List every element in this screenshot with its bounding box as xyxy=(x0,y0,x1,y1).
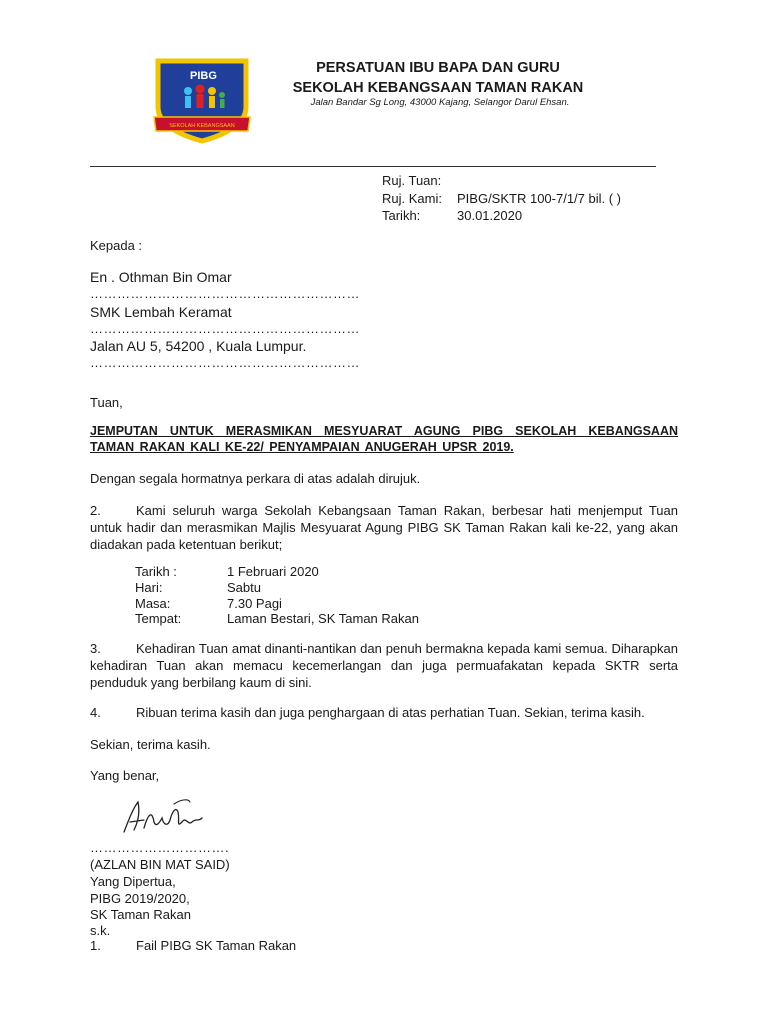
ref-tuan-label: Ruj. Tuan: xyxy=(382,173,442,188)
school-address: Jalan Bandar Sg Long, 43000 Kajang, Selangor Darul Ehsan. xyxy=(310,97,570,108)
closing-thanks: Sekian, terima kasih. xyxy=(90,737,211,752)
paragraph-3 xyxy=(90,640,678,691)
org-title: PERSATUAN IBU BAPA DAN GURU xyxy=(316,60,560,76)
cc-label: s.k. xyxy=(90,923,111,938)
detail-day-value: Sabtu xyxy=(227,580,261,595)
pibg-logo xyxy=(152,55,252,145)
handwritten-signature xyxy=(118,792,214,840)
paragraph-text: Ribuan terima kasih dan juga penghargaan di atas perhatian Tuan. Sekian, terima kasih. xyxy=(136,705,645,720)
ref-kami-value: PIBG/SKTR 100-7/1/7 bil. ( ) xyxy=(457,191,622,206)
signatory-org: PIBG 2019/2020, xyxy=(90,891,190,906)
ref-date-value: 30.01.2020 xyxy=(457,208,523,223)
detail-time-value: 7.30 Pagi xyxy=(227,596,282,611)
ref-date-row xyxy=(382,207,522,225)
letter-subject: JEMPUTAN UNTUK MERASMIKAN MESYUARAT AGUNG PIBG SEKOLAH KEBANGSAAN TAMAN RAKAN KALI KE-22/ PENYAMPAIAN ANUGERAH UPSR 2019. xyxy=(90,424,678,454)
ref-date-label: Tarikh: xyxy=(382,208,421,223)
opening-line: Dengan segala hormatnya perkara di atas adalah dirujuk. xyxy=(90,471,421,486)
recipient-address: Jalan AU 5, 54200 , Kuala Lumpur. xyxy=(90,338,307,354)
closing-yours: Yang benar, xyxy=(90,768,160,783)
ref-kami-row xyxy=(382,190,621,208)
paragraph-number: 2. xyxy=(90,503,101,518)
salutation: Tuan, xyxy=(90,395,123,410)
ref-kami-label: Ruj. Kami: xyxy=(382,191,442,206)
logo-ribbon-text: SEKOLAH KEBANGSAAN xyxy=(169,123,235,129)
detail-venue-label: Tempat: xyxy=(135,611,182,626)
detail-date-row xyxy=(135,564,319,581)
dotted-line: …………………………………………………… xyxy=(90,286,360,301)
paragraph-text: Kehadiran Tuan amat dinanti-nantikan dan penuh bermakna kepada kami semua. Diharapkan kehadiran Tuan akan memacu kecemerlangan dan juga permuafakatan kepada SKTR serta penduduk yang berbilang kaum di sini. xyxy=(90,641,678,690)
paragraph-number: 3. xyxy=(90,641,101,656)
signatory-name: (AZLAN BIN MAT SAID) xyxy=(90,857,230,872)
paragraph-2 xyxy=(90,502,678,553)
dotted-line: …………………………………………………… xyxy=(90,321,360,336)
detail-day-row xyxy=(135,580,261,597)
dotted-line: …………………………………………………… xyxy=(90,355,360,370)
header-divider xyxy=(90,166,656,167)
cc-item-number: 1. xyxy=(90,938,101,953)
paragraph-4 xyxy=(90,704,678,721)
kepada-label: Kepada : xyxy=(90,238,143,253)
detail-time-label: Masa: xyxy=(135,596,171,611)
detail-venue-row xyxy=(135,611,419,628)
cc-item xyxy=(90,937,296,954)
paragraph-text: Kami seluruh warga Sekolah Kebangsaan Taman Rakan, berbesar hati menjemput Tuan untuk hadir dan merasmikan Majlis Mesyuarat Agung PIBG SK Taman Rakan kali ke-22, yang akan diadakan pada ketentuan berikut; xyxy=(90,503,678,552)
signature-dotted-line: …………………………. xyxy=(90,840,230,855)
signatory-school: SK Taman Rakan xyxy=(90,907,191,922)
recipient-school: SMK Lembah Keramat xyxy=(90,304,232,320)
signatory-title: Yang Dipertua, xyxy=(90,874,176,889)
detail-date-value: 1 Februari 2020 xyxy=(227,564,319,579)
recipient-name: En . Othman Bin Omar xyxy=(90,269,232,285)
detail-day-label: Hari: xyxy=(135,580,163,595)
detail-date-label: Tarikh : xyxy=(135,564,177,579)
logo-text: PIBG xyxy=(190,70,217,82)
cc-item-text: Fail PIBG SK Taman Rakan xyxy=(136,938,297,953)
ref-tuan-row xyxy=(382,172,457,190)
paragraph-number: 4. xyxy=(90,705,101,720)
school-title: SEKOLAH KEBANGSAAN TAMAN RAKAN xyxy=(292,80,584,96)
detail-venue-value: Laman Bestari, SK Taman Rakan xyxy=(227,611,419,626)
